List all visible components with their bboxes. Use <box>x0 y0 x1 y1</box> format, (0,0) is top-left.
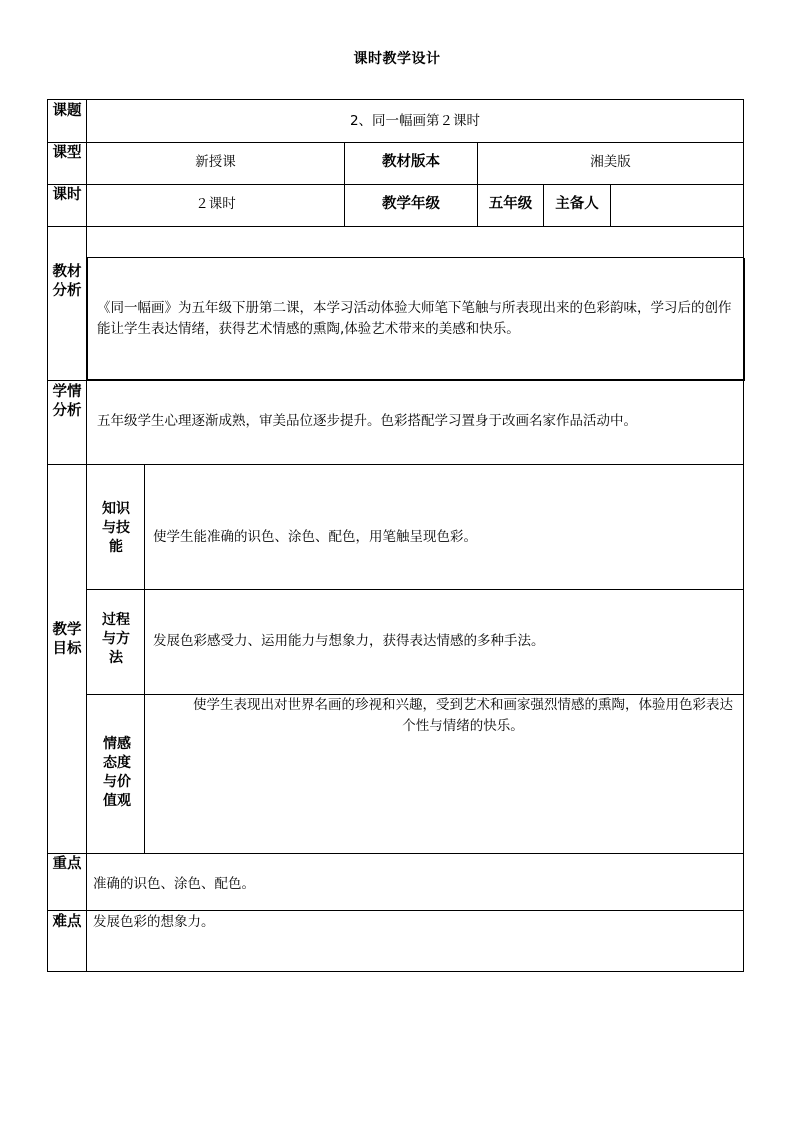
page-title: 课时教学设计 <box>353 51 441 67</box>
material-analysis-text: 《同一幅画》为五年级下册第二课，本学习活动体验大师笔下笔触与所表现出来的色彩韵味，学习后的创作能让学生表达情绪，获得艺术情感的熏陶,体验艺术带来的美感和快乐。 <box>97 300 732 337</box>
label-column-divider <box>86 99 87 972</box>
table-border-top <box>47 99 744 100</box>
lesson-type-label: 课型 <box>52 145 82 161</box>
goal-knowledge-text: 使学生能准确的识色、涂色、配色，用笔触呈现色彩。 <box>153 529 477 545</box>
goal-process-text: 发展色彩感受力、运用能力与想象力，获得表达情感的多种手法。 <box>153 633 545 649</box>
goal-process-label: 过程与方法 <box>102 612 130 666</box>
row-divider <box>47 853 744 854</box>
hours-value: ２课时 <box>195 196 236 212</box>
edition-label: 教材版本 <box>382 154 440 170</box>
lesson-plan-table <box>47 99 744 972</box>
key-point-text: 准确的识色、涂色、配色。 <box>93 876 255 892</box>
difficulty-label: 难点 <box>52 914 82 930</box>
difficulty-text: 发展色彩的想象力。 <box>93 914 215 930</box>
key-point-label: 重点 <box>52 856 82 872</box>
material-analysis-label: 教材分析 <box>52 264 82 299</box>
table-border-right <box>743 99 744 972</box>
row-divider <box>47 464 744 465</box>
row-divider <box>47 184 744 185</box>
table-border-left <box>47 99 48 972</box>
student-analysis-text: 五年级学生心理逐渐成熟，审美品位逐步提升。色彩搭配学习置身于改画名家作品活动中。 <box>97 413 637 429</box>
topic-value: 2、同一幅画第２课时 <box>349 113 481 129</box>
row-divider <box>47 142 744 143</box>
goals-sublabel-divider <box>144 464 145 853</box>
preparer-label: 主备人 <box>555 196 599 212</box>
row-divider <box>47 910 744 911</box>
topic-label: 课题 <box>52 103 82 119</box>
goal-knowledge-label: 知识与技能 <box>102 501 130 555</box>
goals-row-divider <box>86 589 744 590</box>
hours-label: 课时 <box>52 187 82 203</box>
edition-value: 湘美版 <box>590 154 631 170</box>
goal-attitude-label: 情感态度与价值观 <box>103 736 131 809</box>
grade-label: 教学年级 <box>382 196 440 212</box>
teaching-goals-label: 教学目标 <box>52 622 82 657</box>
row-divider <box>47 380 744 381</box>
grade-value: 五年级 <box>488 196 533 212</box>
table-border-bottom <box>47 971 744 972</box>
column-divider <box>610 184 611 226</box>
lesson-type-value: 新授课 <box>195 154 236 170</box>
goal-attitude-text: 使学生表现出对世界名画的珍视和兴趣，受到艺术和画家强烈情感的熏陶，体验用色彩表达个性与情绪的快乐。 <box>193 697 733 734</box>
student-analysis-label: 学情分析 <box>52 384 82 419</box>
row-divider <box>47 226 744 227</box>
